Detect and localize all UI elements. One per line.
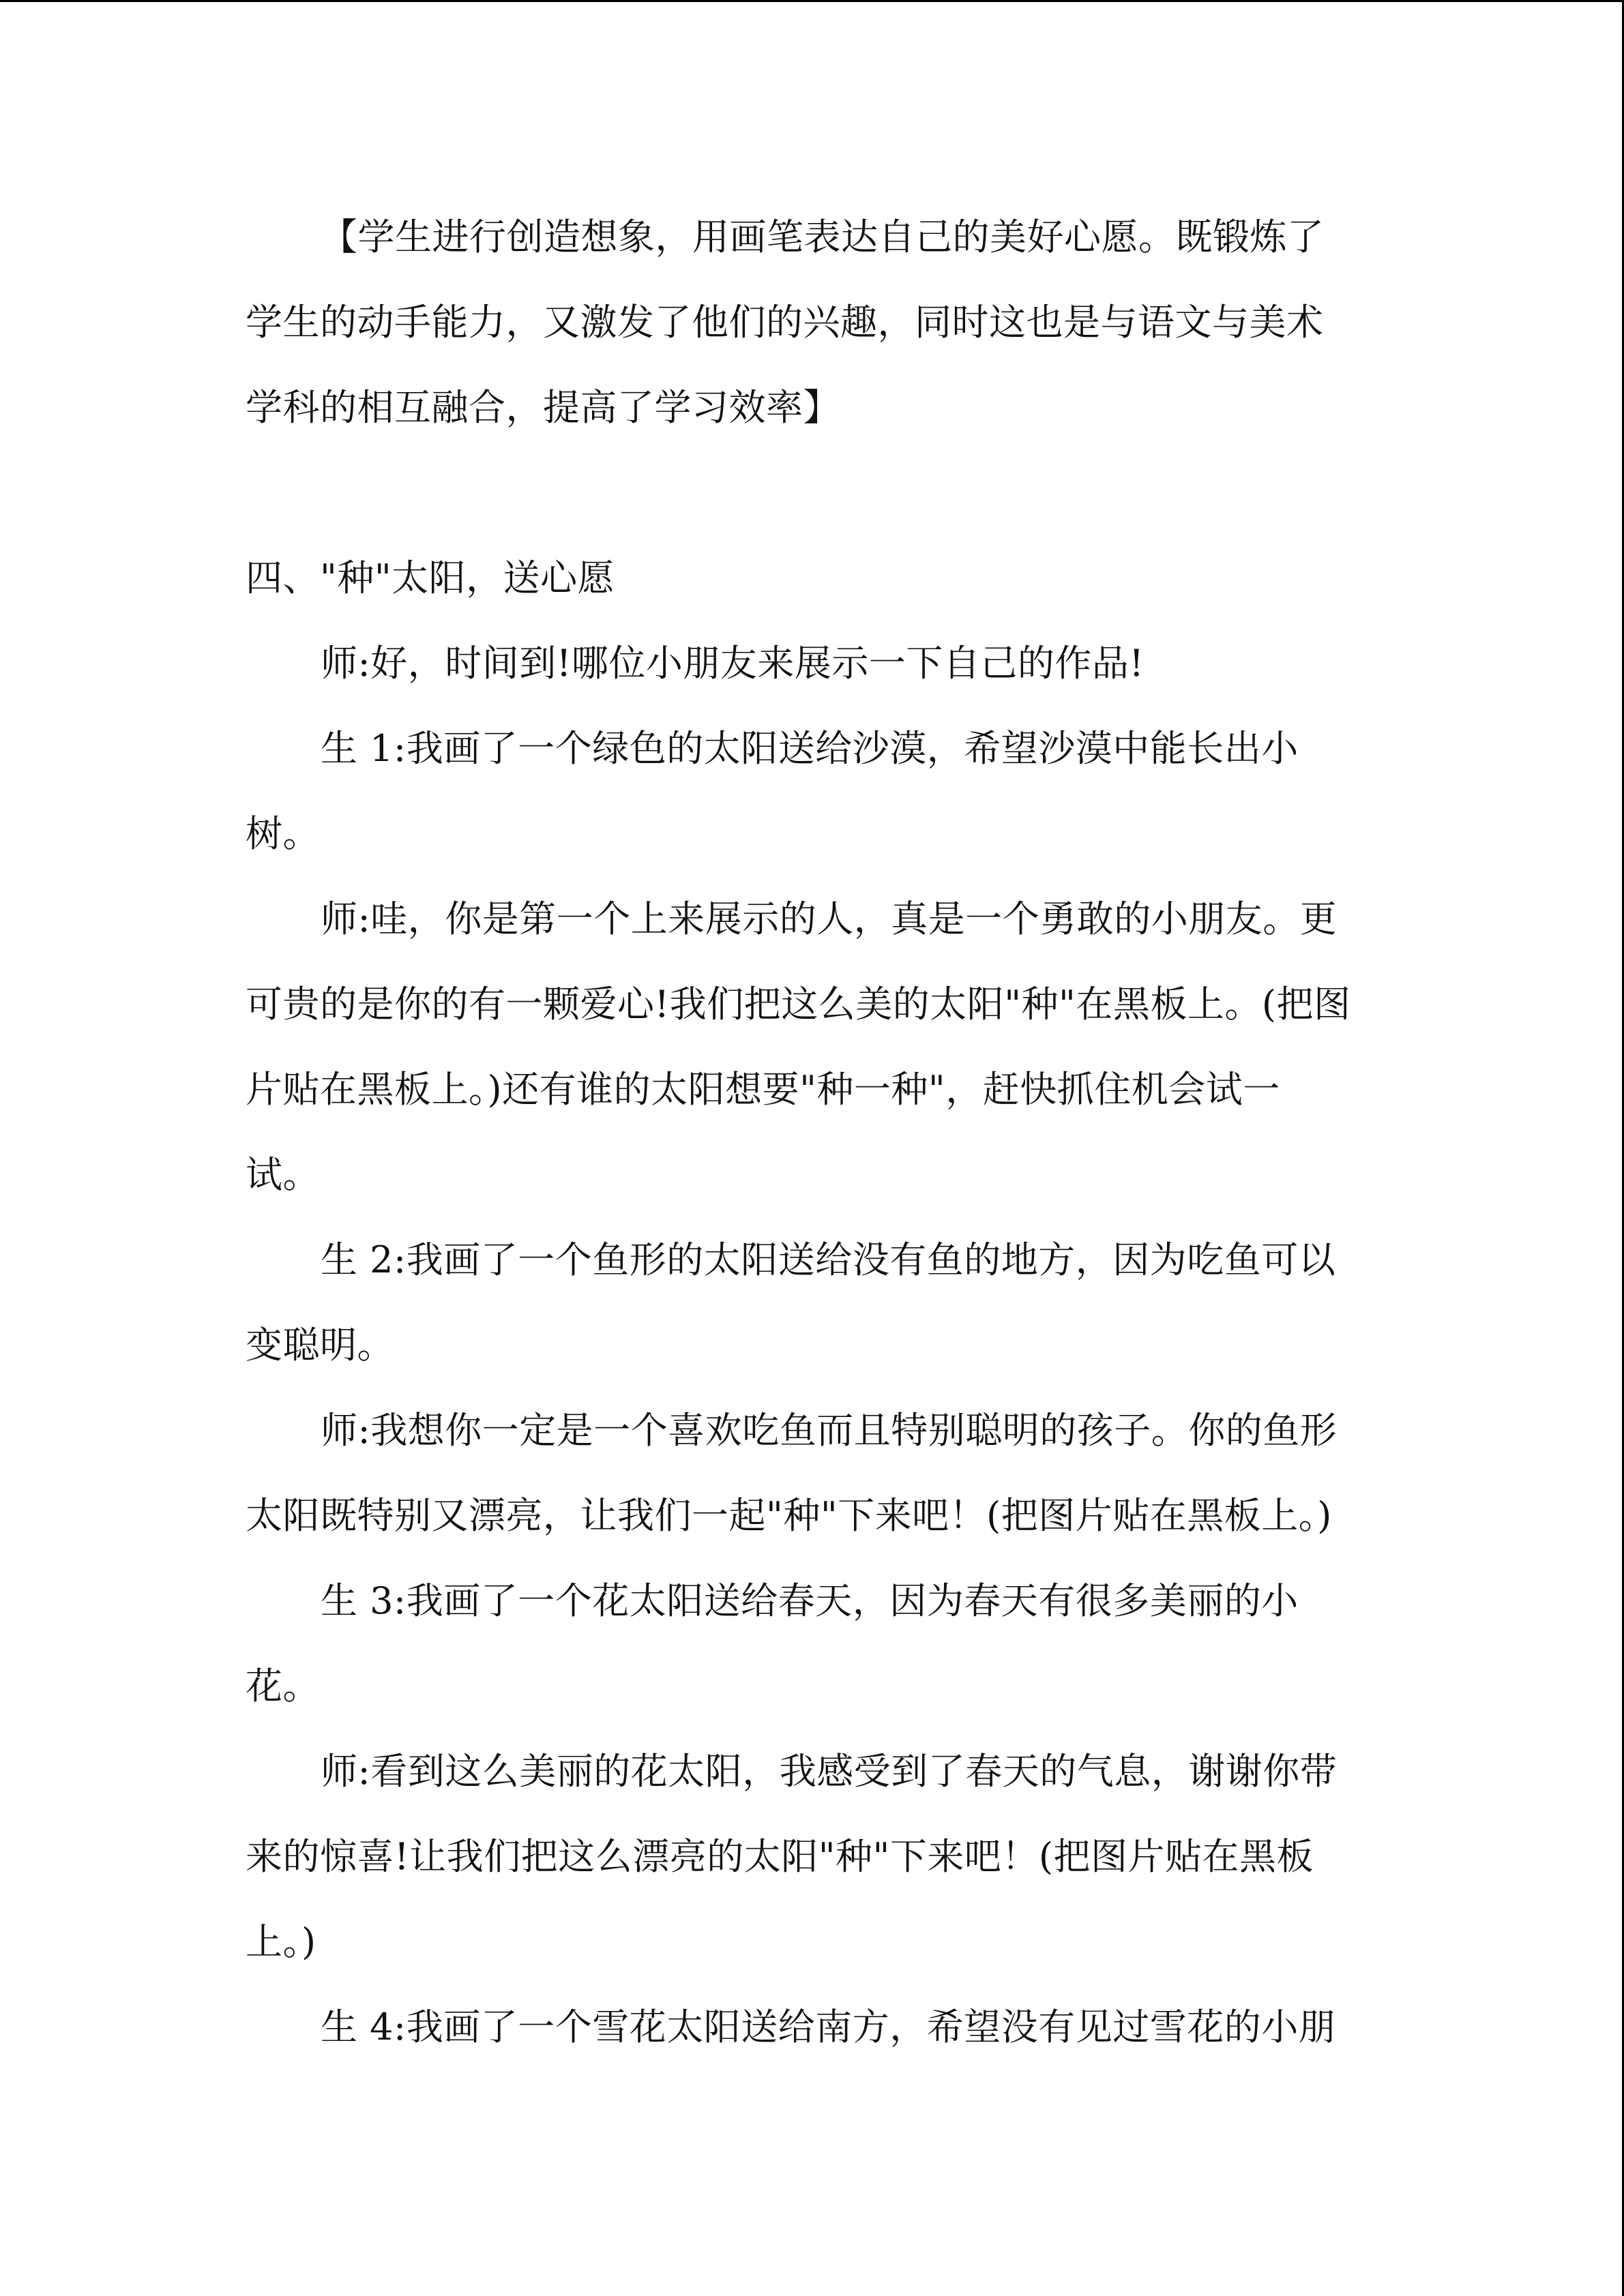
paragraph-line: 片贴在黑板上。)还有谁的太阳想要"种一种"，赶快抓住机会试一: [246, 1068, 1280, 1111]
paragraph-line: 来的惊喜!让我们把这么漂亮的太阳"种"下来吧！(把图片贴在黑板: [246, 1835, 1314, 1878]
paragraph-line: 可贵的是你的有一颗爱心!我们把这么美的太阳"种"在黑板上。(把图: [246, 983, 1351, 1026]
paragraph-line: 学科的相互融合，提高了学习效率】: [246, 386, 840, 429]
section-heading: 四、"种"太阳，送心愿: [246, 556, 615, 599]
paragraph-line: 【学生进行创造想象，用画笔表达自己的美好心愿。既锻炼了: [321, 215, 1325, 258]
paragraph-line: 生 2:我画了一个鱼形的太阳送给没有鱼的地方，因为吃鱼可以: [321, 1238, 1336, 1281]
paragraph-line: 师:好，时间到!哪位小朋友来展示一下自己的作品!: [321, 642, 1145, 685]
paragraph-line: 师:我想你一定是一个喜欢吃鱼而且特别聪明的孩子。你的鱼形: [321, 1409, 1338, 1452]
paragraph-line: 变聪明。: [246, 1324, 394, 1367]
paragraph-line: 学生的动手能力，又激发了他们的兴趣，同时这也是与语文与美术: [246, 301, 1324, 344]
paragraph-line: 生 1:我画了一个绿色的太阳送给沙漠，希望沙漠中能长出小: [321, 727, 1299, 770]
paragraph-line: 生 3:我画了一个花太阳送给春天，因为春天有很多美丽的小: [321, 1579, 1299, 1622]
paragraph-line: 生 4:我画了一个雪花太阳送给南方，希望没有见过雪花的小朋: [321, 2006, 1336, 2048]
paragraph-line: 花。: [246, 1665, 320, 1708]
paragraph-line: 树。: [246, 812, 320, 855]
paragraph-line: 师:看到这么美丽的花太阳，我感受到了春天的气息，谢谢你带: [321, 1750, 1338, 1793]
paragraph-line: 试。: [246, 1153, 320, 1196]
paragraph-line: 太阳既特别又漂亮，让我们一起"种"下来吧！(把图片贴在黑板上。): [246, 1494, 1332, 1537]
paragraph-line: 上。): [246, 1920, 316, 1963]
paragraph-line: 师:哇，你是第一个上来展示的人，真是一个勇敢的小朋友。更: [321, 897, 1338, 940]
